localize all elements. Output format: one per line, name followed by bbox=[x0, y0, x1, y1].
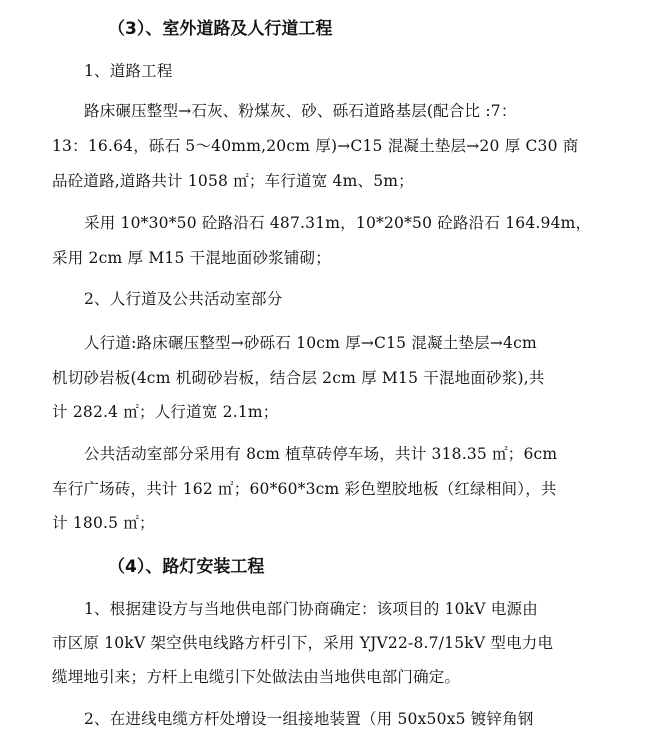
paragraph-line: 市区原 10kV 架空供电线路方杆引下，采用 YJV22-8.7/15kV 型电力电 bbox=[52, 634, 554, 652]
paragraph-line: 路床碾压整型→石灰、粉煤灰、砂、砾石道路基层(配合比 :7： bbox=[84, 102, 517, 120]
paragraph-line: 采用 2cm 厚 M15 干混地面砂浆铺砌； bbox=[52, 249, 331, 267]
paragraph-line: 公共活动室部分采用有 8cm 植草砖停车场，共计 318.35 ㎡；6cm bbox=[84, 445, 558, 463]
paragraph-line: 人行道:路床碾压整型→砂砾石 10cm 厚→C15 混凝土垫层→4cm bbox=[84, 334, 537, 352]
section-heading-3: （3）、室外道路及人行道工程 bbox=[108, 19, 333, 39]
subsection-title-sidewalk: 2、人行道及公共活动室部分 bbox=[84, 290, 283, 308]
section-heading-4: （4）、路灯安装工程 bbox=[108, 557, 265, 577]
paragraph-line: 采用 10*30*50 砼路沿石 487.31m，10*20*50 砼路沿石 164.94m， bbox=[84, 214, 592, 232]
paragraph-line: 品砼道路,道路共计 1058 ㎡；车行道宽 4m、5m； bbox=[52, 172, 414, 190]
paragraph-line: 计 282.4 ㎡；人行道宽 2.1m； bbox=[52, 403, 279, 421]
paragraph-line: 计 180.5 ㎡； bbox=[52, 514, 155, 532]
subsection-title-road: 1、道路工程 bbox=[84, 62, 173, 80]
paragraph-line: 1、根据建设方与当地供电部门协商确定：该项目的 10kV 电源由 bbox=[84, 600, 538, 618]
paragraph-line: 2、在进线电缆方杆处增设一组接地装置（用 50x50x5 镀锌角钢 bbox=[84, 710, 534, 728]
paragraph-line: 机切砂岩板(4cm 机砌砂岩板，结合层 2cm 厚 M15 干混地面砂浆),共 bbox=[52, 369, 545, 387]
paragraph-line: 车行广场砖，共计 162 ㎡；60*60*3cm 彩色塑胶地板（红绿相间），共 bbox=[52, 480, 557, 498]
paragraph-line: 缆埋地引来；方杆上电缆引下处做法由当地供电部门确定。 bbox=[52, 668, 461, 686]
paragraph-line: 13：16.64，砾石 5～40mm,20cm 厚)→C15 混凝土垫层→20 厚 C30 商 bbox=[52, 137, 579, 155]
